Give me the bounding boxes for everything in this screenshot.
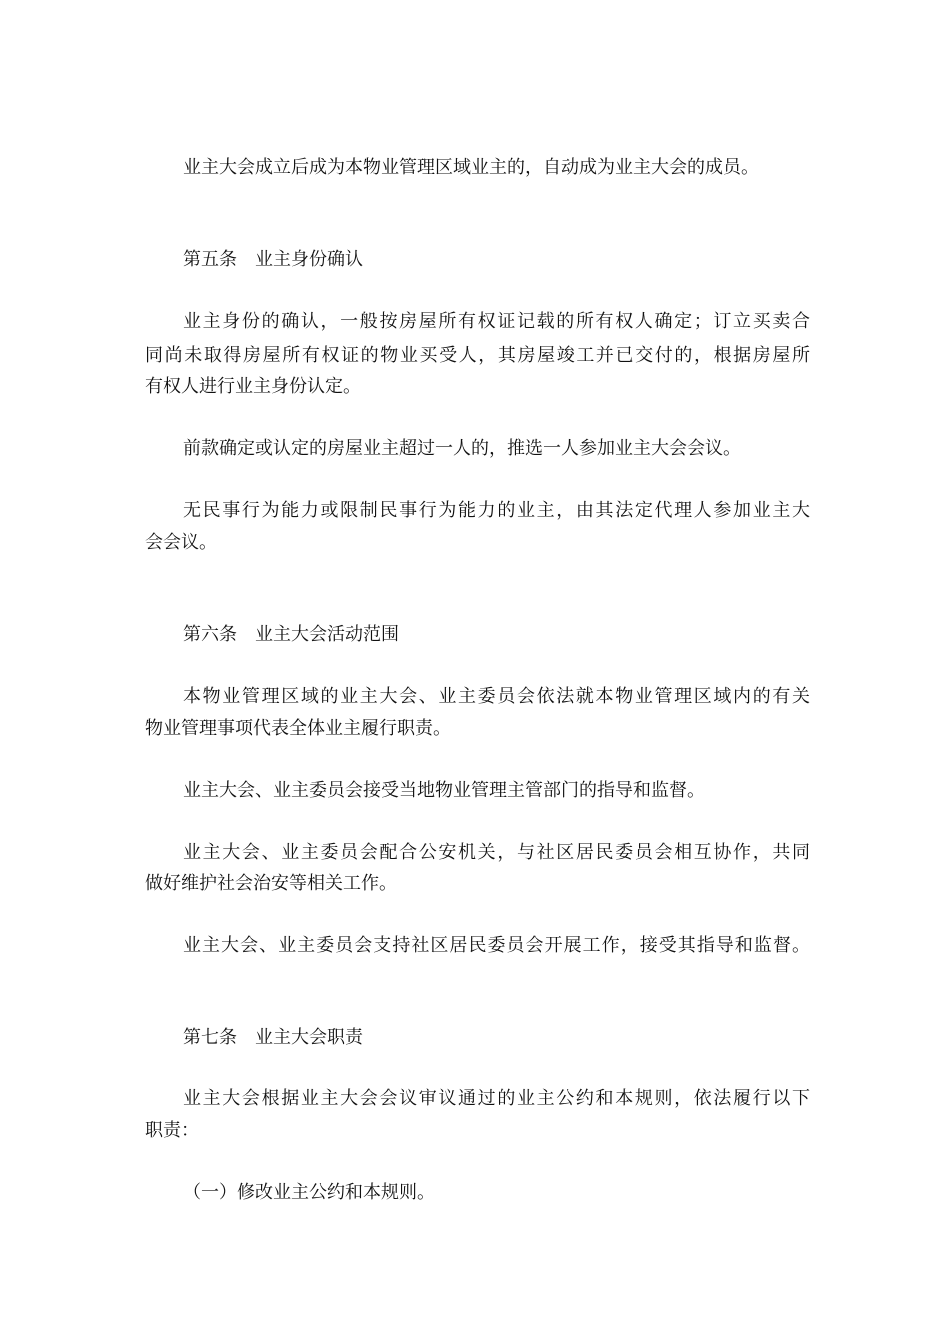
paragraph-line: 会会议。 bbox=[145, 532, 217, 553]
paragraph-line: 业主身份的确认，一般按房屋所有权证记载的所有权人确定；订立买卖合 bbox=[183, 311, 810, 332]
article-title: 业主身份确认 bbox=[255, 249, 363, 270]
paragraph-line: 业主大会、业主委员会支持社区居民委员会开展工作，接受其指导和监督。 bbox=[183, 935, 810, 956]
paragraph-line: 物业管理事项代表全体业主履行职责。 bbox=[145, 718, 451, 739]
paragraph-line: 无民事行为能力或限制民事行为能力的业主，由其法定代理人参加业主大 bbox=[183, 500, 810, 521]
article-title: 业主大会活动范围 bbox=[255, 624, 399, 645]
article-heading bbox=[183, 246, 363, 274]
paragraph-line: 同尚未取得房屋所有权证的物业买受人，其房屋竣工并已交付的，根据房屋所 bbox=[145, 345, 810, 366]
paragraph-line: 本物业管理区域的业主大会、业主委员会依法就本物业管理区域内的有关 bbox=[183, 686, 810, 707]
paragraph-line: 做好维护社会治安等相关工作。 bbox=[145, 873, 397, 894]
article-number: 第七条 bbox=[183, 1027, 237, 1048]
paragraph-line: 业主大会、业主委员会接受当地物业管理主管部门的指导和监督。 bbox=[183, 780, 705, 801]
article-heading bbox=[183, 1024, 363, 1052]
paragraph-line: 业主大会、业主委员会配合公安机关，与社区居民委员会相互协作，共同 bbox=[183, 842, 810, 863]
paragraph-line: 前款确定或认定的房屋业主超过一人的，推选一人参加业主大会会议。 bbox=[183, 438, 741, 459]
article-heading bbox=[183, 621, 399, 649]
paragraph-line: 业主大会根据业主大会会议审议通过的业主公约和本规则，依法履行以下 bbox=[183, 1088, 810, 1109]
paragraph-line: 职责： bbox=[145, 1120, 199, 1141]
article-title: 业主大会职责 bbox=[255, 1027, 363, 1048]
paragraph-line: 有权人进行业主身份认定。 bbox=[145, 376, 361, 397]
paragraph-line: 业主大会成立后成为本物业管理区域业主的，自动成为业主大会的成员。 bbox=[183, 157, 759, 178]
article-number: 第六条 bbox=[183, 624, 237, 645]
article-number: 第五条 bbox=[183, 249, 237, 270]
list-item: （一）修改业主公约和本规则。 bbox=[183, 1182, 435, 1203]
